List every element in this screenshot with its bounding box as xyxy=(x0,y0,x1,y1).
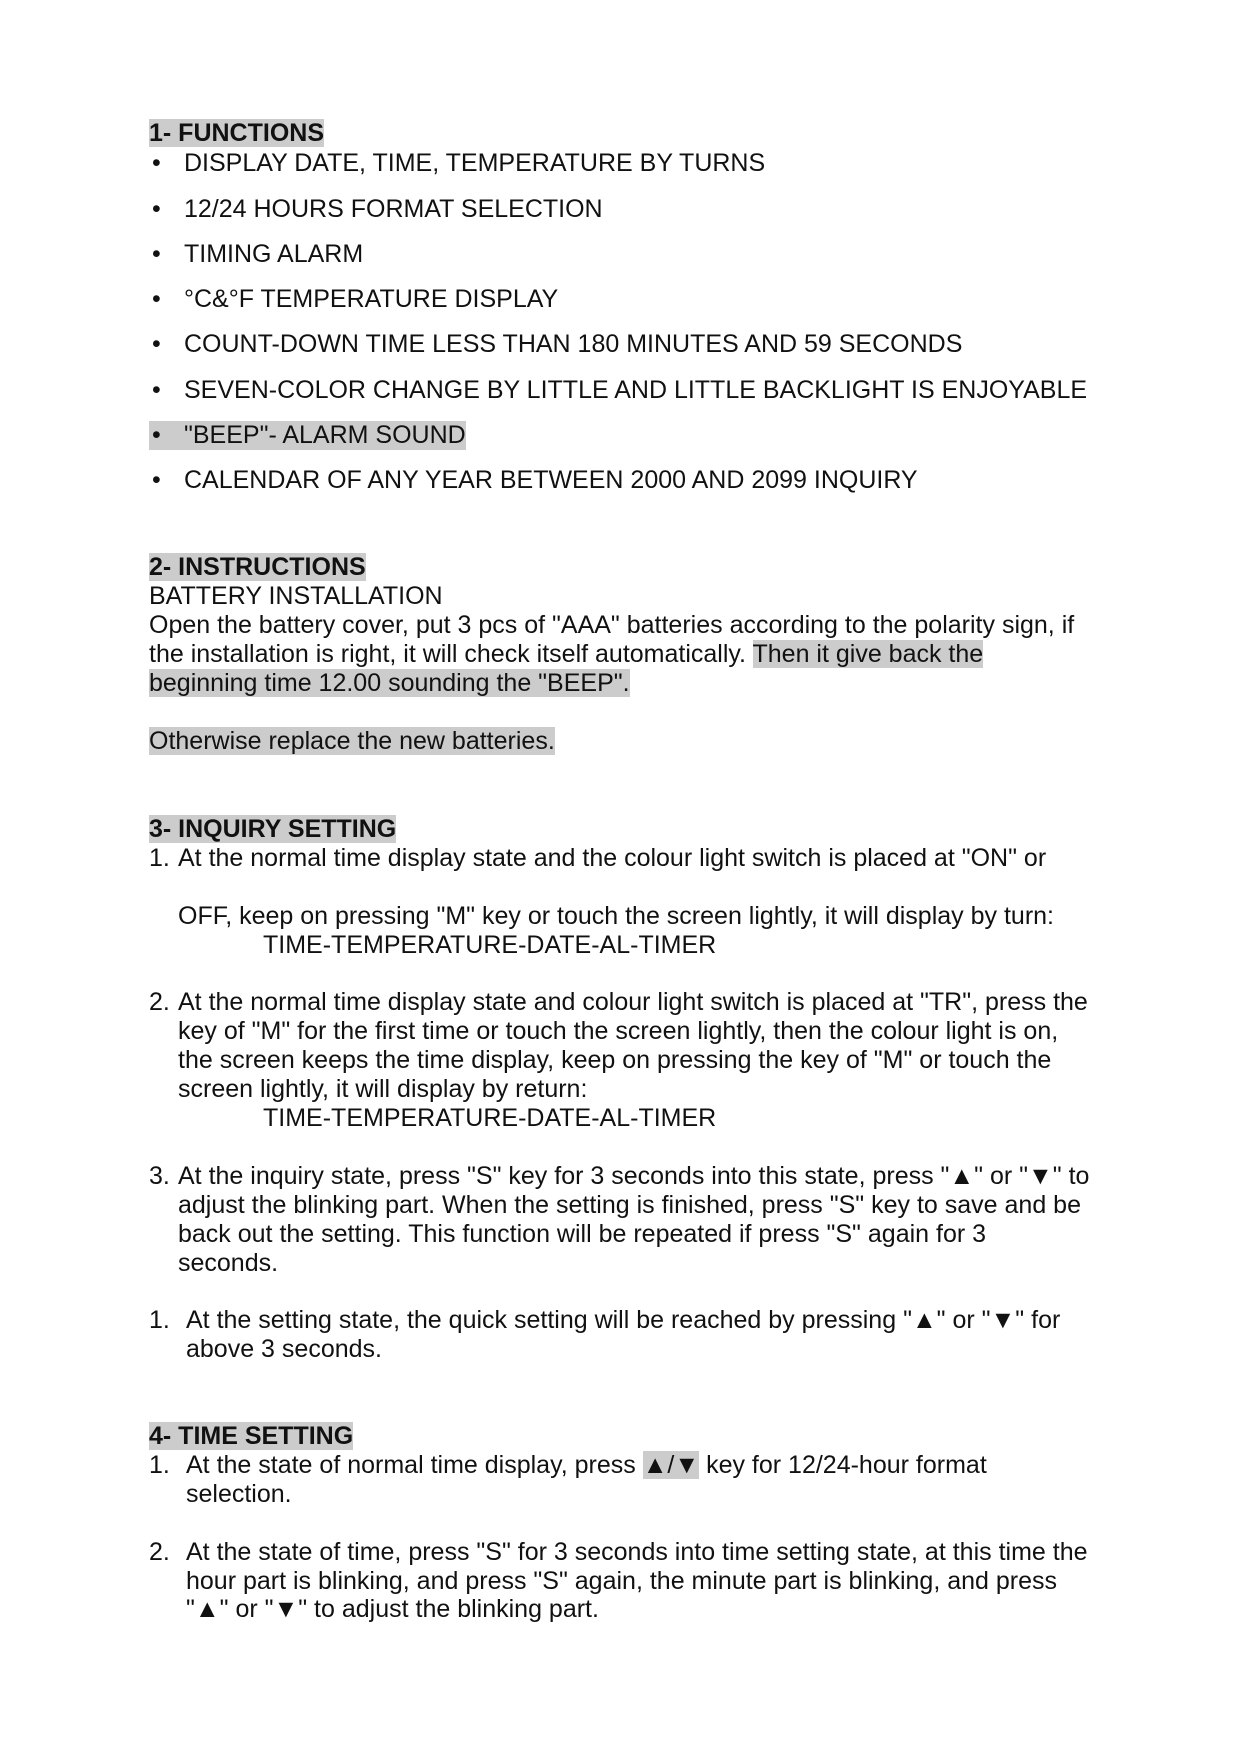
section-heading-inquiry-setting xyxy=(149,815,396,844)
function-item-text: CALENDAR OF ANY YEAR BETWEEN 2000 AND 2099 INQUIRY xyxy=(184,466,918,494)
step-text: At the normal time display state and the colour light switch is placed at "ON" or xyxy=(178,844,1047,872)
display-sequence: TIME-TEMPERATURE-DATE-AL-TIMER xyxy=(263,1104,717,1132)
paragraph-line xyxy=(149,640,983,669)
function-list-item xyxy=(149,240,363,269)
function-item-text: 12/24 HOURS FORMAT SELECTION xyxy=(184,195,603,223)
display-sequence: TIME-TEMPERATURE-DATE-AL-TIMER xyxy=(263,931,717,959)
step-number: 1. xyxy=(149,844,170,872)
function-item-text: COUNT-DOWN TIME LESS THAN 180 MINUTES AND 59 SECONDS xyxy=(184,330,963,358)
step-text: At the state of normal time display, press xyxy=(186,1451,643,1479)
function-list-item xyxy=(149,330,962,359)
paragraph-line: Open the battery cover, put 3 pcs of "AAA" batteries according to the polarity sign, if xyxy=(149,611,1075,639)
function-list-item xyxy=(149,195,603,224)
function-item-text: TIMING ALARM xyxy=(184,240,364,268)
function-list-item xyxy=(149,466,918,495)
step-line xyxy=(149,1162,1089,1191)
step-line xyxy=(149,1538,1088,1567)
step-line: adjust the blinking part. When the setting is finished, press "S" key to save and be xyxy=(178,1191,1081,1219)
step-number: 2. xyxy=(149,1538,170,1566)
step-line: seconds. xyxy=(178,1249,279,1277)
step-text: At the normal time display state and colour light switch is placed at "TR", press the xyxy=(178,988,1088,1016)
function-item-text: DISPLAY DATE, TIME, TEMPERATURE BY TURNS xyxy=(184,149,766,177)
paragraph-line xyxy=(149,669,630,698)
heading-text: 1- FUNCTIONS xyxy=(149,119,324,147)
bullet-icon xyxy=(152,421,161,450)
step-line: the screen keeps the time display, keep on pressing the key of "M" or touch the xyxy=(178,1046,1052,1074)
highlighted-text: beginning time 12.00 sounding the "BEEP". xyxy=(149,669,630,697)
step-number: 3. xyxy=(149,1162,170,1190)
step-line xyxy=(149,1306,1060,1335)
function-list-item xyxy=(149,149,765,178)
paragraph-text: the installation is right, it will check itself automatically. xyxy=(149,640,753,668)
bullet-icon xyxy=(152,149,161,178)
step-number: 1. xyxy=(149,1306,170,1334)
heading-text: 3- INQUIRY SETTING xyxy=(149,815,397,843)
step-line: above 3 seconds. xyxy=(186,1335,382,1363)
step-line: key of "M" for the first time or touch the screen lightly, then the colour light is on, xyxy=(178,1017,1059,1045)
step-line xyxy=(149,1451,987,1480)
function-item-text: SEVEN-COLOR CHANGE BY LITTLE AND LITTLE BACKLIGHT IS ENJOYABLE xyxy=(184,376,1088,404)
step-line: back out the setting. This function will be repeated if press "S" again for 3 xyxy=(178,1220,987,1248)
highlighted-text: Then it give back the xyxy=(752,640,984,668)
section-heading-time-setting xyxy=(149,1422,353,1451)
function-list-item-highlighted xyxy=(149,421,466,450)
step-number: 1. xyxy=(149,1451,170,1479)
paragraph-line xyxy=(149,727,555,756)
step-text: key for 12/24-hour format xyxy=(699,1451,987,1479)
function-list-item xyxy=(149,376,1087,405)
up-down-key-symbol: ▲/▼ xyxy=(642,1451,700,1479)
step-line: OFF, keep on pressing "M" key or touch the screen lightly, it will display by turn: xyxy=(178,902,1054,930)
step-line: selection. xyxy=(186,1480,292,1508)
function-item-text: °C&°F TEMPERATURE DISPLAY xyxy=(184,285,559,313)
function-list-item xyxy=(149,285,558,314)
bullet-icon xyxy=(152,330,161,359)
bullet-icon xyxy=(152,466,161,495)
bullet-icon xyxy=(152,285,161,314)
highlighted-text: Otherwise replace the new batteries. xyxy=(149,727,555,755)
step-text: At the setting state, the quick setting will be reached by pressing "▲" or "▼" for xyxy=(186,1306,1061,1334)
step-line: hour part is blinking, and press "S" again, the minute part is blinking, and press xyxy=(186,1567,1058,1595)
function-item-text: "BEEP"- ALARM SOUND xyxy=(184,421,466,449)
bullet-icon xyxy=(152,376,161,405)
heading-text: 2- INSTRUCTIONS xyxy=(149,553,366,581)
step-text: At the state of time, press "S" for 3 seconds into time setting state, at this time the xyxy=(186,1538,1088,1566)
step-number: 2. xyxy=(149,988,170,1016)
step-line xyxy=(149,988,1088,1017)
bullet-icon xyxy=(152,240,161,269)
heading-text: 4- TIME SETTING xyxy=(149,1422,354,1450)
subheading-battery-installation: BATTERY INSTALLATION xyxy=(149,582,443,610)
step-line xyxy=(149,844,1046,873)
section-heading-functions xyxy=(149,119,324,148)
section-heading-instructions xyxy=(149,553,366,582)
step-line: "▲" or "▼" to adjust the blinking part. xyxy=(186,1595,599,1623)
step-text: At the inquiry state, press "S" key for 3 seconds into this state, press "▲" or "▼" to xyxy=(178,1162,1090,1190)
bullet-icon xyxy=(152,195,161,224)
step-line: screen lightly, it will display by return: xyxy=(178,1075,588,1103)
